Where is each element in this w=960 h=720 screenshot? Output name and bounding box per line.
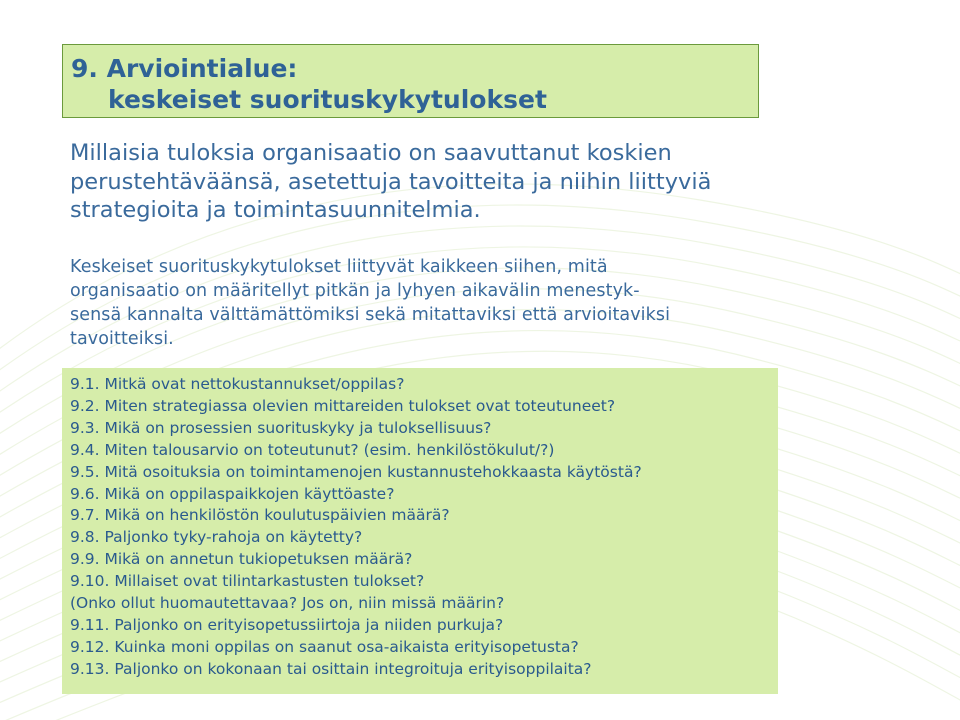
paragraph-line: sensä kannalta välttämättömiksi sekä mitattaviksi että arvioitaviksi bbox=[70, 305, 671, 325]
question-item: 9.3. Mikä on prosessien suorituskyky ja tuloksellisuus? bbox=[70, 418, 492, 437]
paragraph-line: organisaatio on määritellyt pitkän ja lyhyen aikavälin menestyk- bbox=[70, 281, 640, 301]
question-item: 9.10. Millaiset ovat tilintarkastusten tulokset? bbox=[70, 572, 425, 591]
intro-line: perustehtäväänsä, asetettuja tavoitteita ja niihin liittyviä bbox=[70, 168, 712, 195]
question-item: 9.12. Kuinka moni oppilas on saanut osa-aikaista erityisopetusta? bbox=[70, 637, 579, 656]
question-item: 9.2. Miten strategiassa olevien mittareiden tulokset ovat toteutuneet? bbox=[70, 396, 616, 415]
question-item: 9.13. Paljonko on kokonaan tai osittain integroituja erityisoppilaita? bbox=[70, 659, 592, 678]
description-paragraph bbox=[70, 255, 810, 351]
question-item: 9.8. Paljonko tyky-rahoja on käytetty? bbox=[70, 528, 363, 547]
title-box bbox=[62, 44, 759, 118]
intro-text bbox=[70, 139, 770, 225]
question-item: 9.7. Mikä on henkilöstön koulutuspäivien määrä? bbox=[70, 506, 450, 525]
question-item: 9.6. Mikä on oppilaspaikkojen käyttöaste? bbox=[70, 484, 395, 503]
title-line-1: 9. Arviointialue: bbox=[71, 54, 298, 83]
question-item: 9.9. Mikä on annetun tukiopetuksen määrä? bbox=[70, 550, 413, 569]
intro-line: strategioita ja toimintasuunnitelmia. bbox=[70, 197, 481, 223]
question-item: 9.4. Miten talousarvio on toteutunut? (esim. henkilöstökulut/?) bbox=[70, 440, 555, 459]
intro-line: Millaisia tuloksia organisaatio on saavuttanut koskien bbox=[70, 140, 672, 166]
question-item: 9.1. Mitkä ovat nettokustannukset/oppilas? bbox=[70, 375, 405, 393]
paragraph-line: Keskeiset suorituskykytulokset liittyvät kaikkeen siihen, mitä bbox=[70, 257, 608, 277]
paragraph-line: tavoitteiksi. bbox=[70, 329, 174, 349]
question-item: 9.11. Paljonko on erityisopetussiirtoja ja niiden purkuja? bbox=[70, 615, 504, 634]
question-item: (Onko ollut huomautettavaa? Jos on, niin missä määrin? bbox=[70, 594, 505, 613]
question-item: 9.5. Mitä osoituksia on toimintamenojen kustannustehokkaasta käytöstä? bbox=[70, 462, 642, 481]
questions-box bbox=[62, 368, 778, 694]
title-line-2: keskeiset suorituskykytulokset bbox=[108, 85, 547, 114]
